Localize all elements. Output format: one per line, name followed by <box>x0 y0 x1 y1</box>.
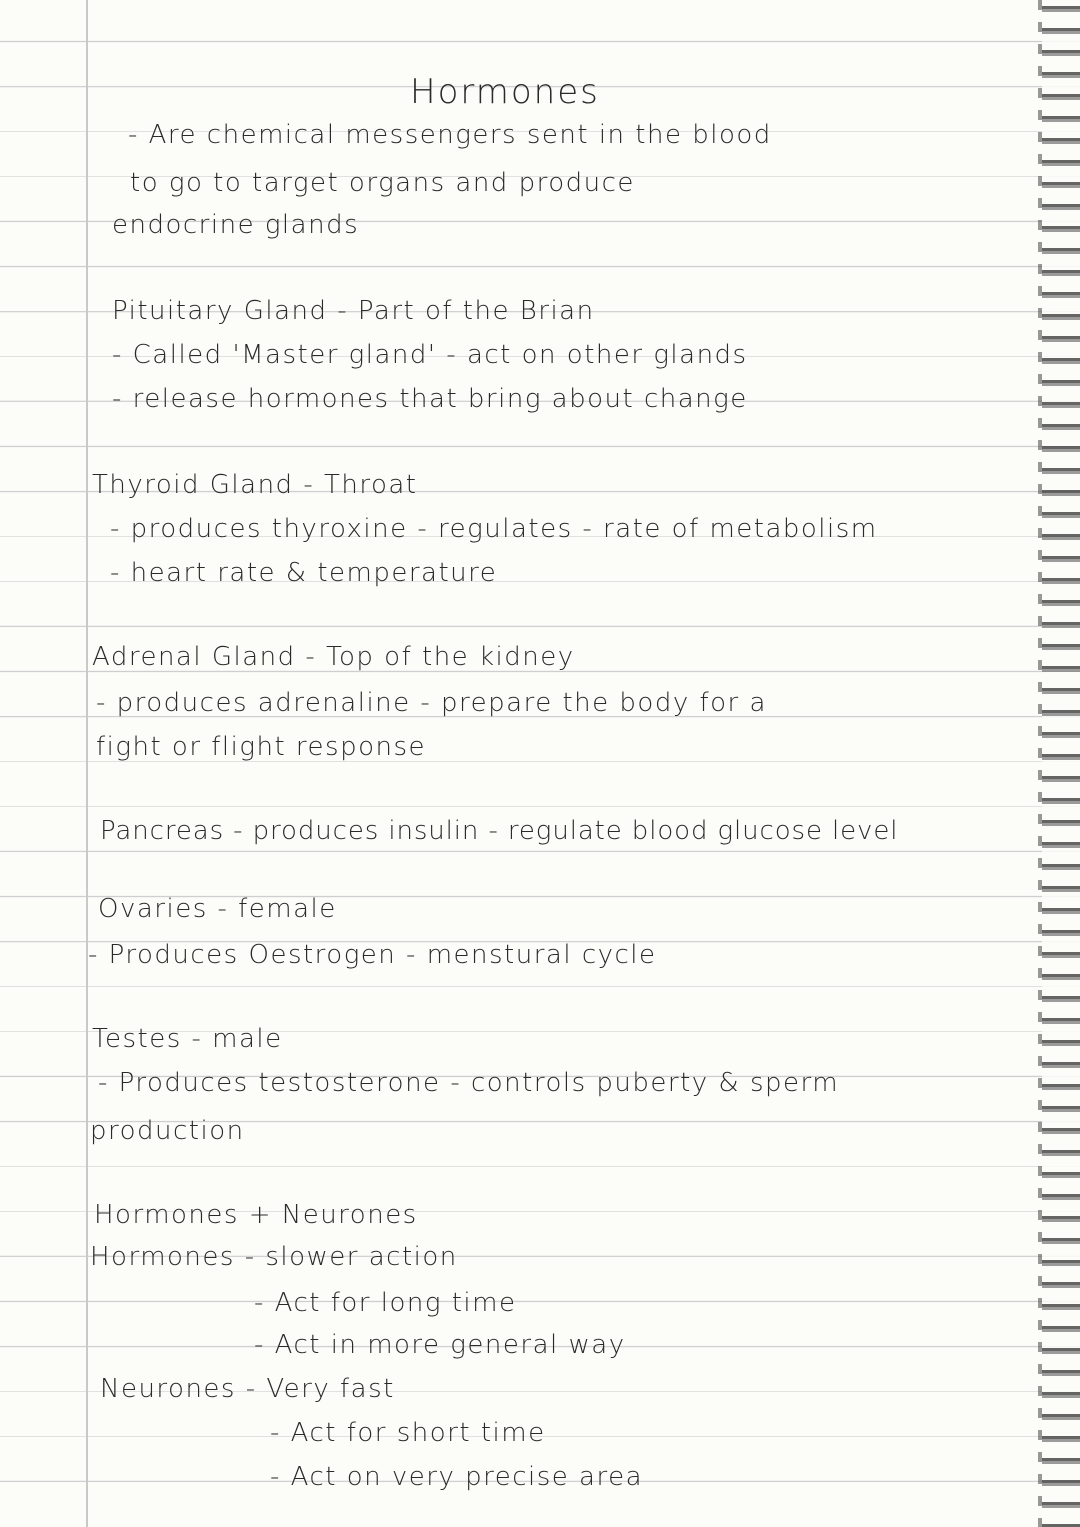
spiral-binding <box>1042 0 1080 1527</box>
ovaries-heading: Ovaries - female <box>98 894 337 924</box>
hormones-line: Hormones - slower action <box>90 1242 458 1272</box>
testes-line: - Produces testosterone - controls puberty & sperm <box>98 1068 840 1098</box>
comparison-heading: Hormones + Neurones <box>94 1200 418 1230</box>
pituitary-heading: Pituitary Gland - Part of the Brian <box>112 296 595 326</box>
adrenal-heading: Adrenal Gland - Top of the kidney <box>92 642 575 672</box>
neurones-line: Neurones - Very fast <box>100 1374 395 1404</box>
pancreas-line: Pancreas - produces insulin - regulate blood glucose level <box>100 816 899 846</box>
adrenal-line: - produces adrenaline - prepare the body for a <box>96 688 767 718</box>
hormones-line: - Act for long time <box>254 1288 517 1318</box>
neurones-line: - Act on very precise area <box>270 1462 644 1492</box>
ovaries-line: - Produces Oestrogen - menstural cycle <box>88 940 657 970</box>
neurones-line: - Act for short time <box>270 1418 546 1448</box>
intro-line: - Are chemical messengers sent in the blood <box>128 120 772 150</box>
hormones-line: - Act in more general way <box>254 1330 626 1360</box>
pituitary-line: - release hormones that bring about change <box>112 384 748 414</box>
page-title: Hormones <box>410 72 600 112</box>
thyroid-line: - produces thyroxine - regulates - rate of metabolism <box>110 514 878 544</box>
thyroid-line: - heart rate & temperature <box>110 558 498 588</box>
adrenal-line: fight or flight response <box>96 732 427 762</box>
pituitary-line: - Called 'Master gland' - act on other glands <box>112 340 748 370</box>
thyroid-heading: Thyroid Gland - Throat <box>92 470 418 500</box>
margin-line <box>86 0 88 1527</box>
testes-line: production <box>90 1116 245 1146</box>
intro-line: endocrine glands <box>112 210 360 240</box>
intro-line: to go to target organs and produce <box>130 168 635 198</box>
testes-heading: Testes - male <box>92 1024 283 1054</box>
